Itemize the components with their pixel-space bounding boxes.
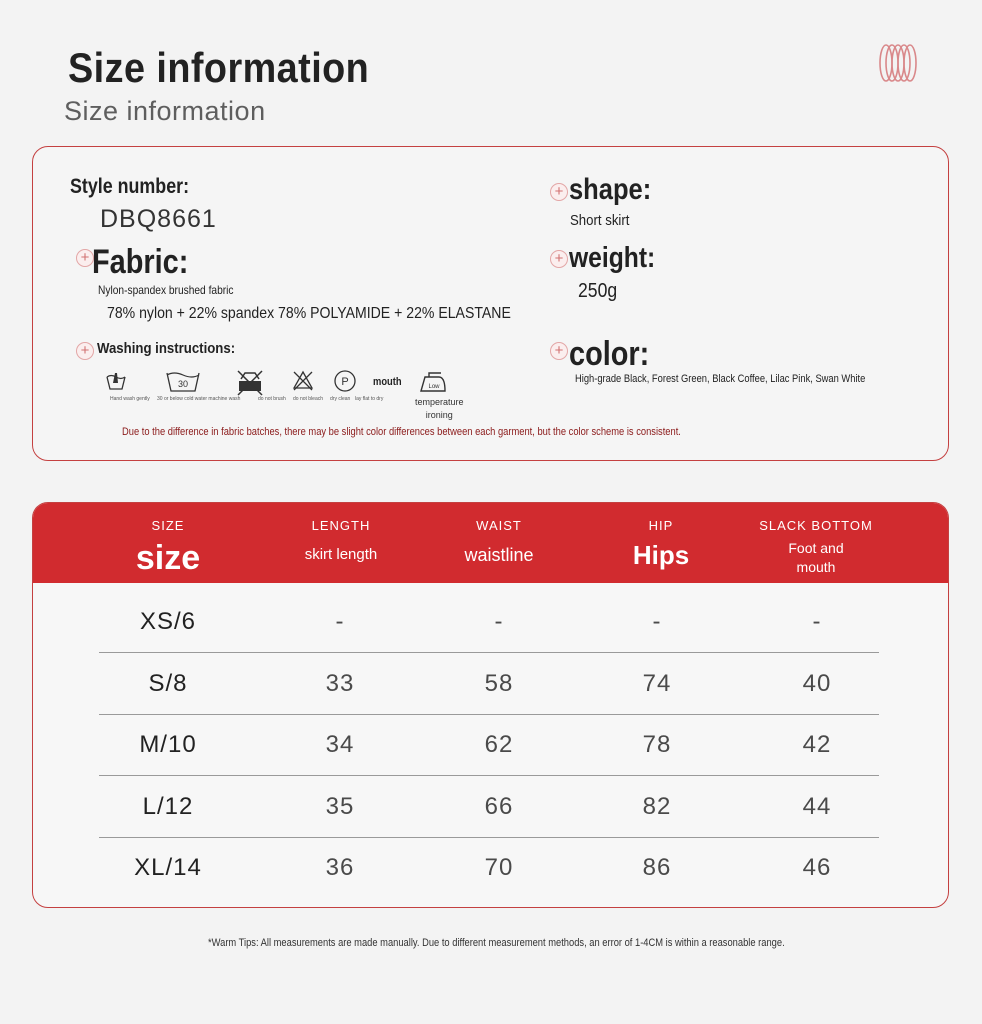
fabric-label: Fabric: <box>92 243 189 281</box>
size-table-header <box>33 503 948 583</box>
measurement-cell: - <box>494 608 504 635</box>
measurement-cell: 34 <box>325 731 355 758</box>
measurement-cell: 40 <box>802 670 832 697</box>
table-row <box>99 714 879 776</box>
measurement-cell: 82 <box>642 793 672 820</box>
weight-value: 250g <box>578 280 618 302</box>
header-cn: skirt length <box>304 546 378 563</box>
low-temperature-ironing-icon <box>419 369 447 395</box>
do-not-brush-icon <box>235 369 265 397</box>
measurement-cell: 66 <box>484 793 514 820</box>
table-row <box>99 591 879 653</box>
fabric-description: Nylon-spandex brushed fabric <box>98 283 234 297</box>
care-temperature-text <box>415 396 464 422</box>
size-cell: S/8 <box>148 670 188 697</box>
size-cell: M/10 <box>139 731 197 758</box>
measurement-cell: 44 <box>802 793 832 820</box>
measurement-cell: 74 <box>642 670 672 697</box>
color-disclaimer: Due to the difference in fabric batches, there may be slight color differences between each garment, but the color scheme is consistent. <box>122 426 681 438</box>
measurement-cell: 78 <box>642 731 672 758</box>
measurement-cell: 33 <box>325 670 355 697</box>
header-en: SIZE <box>151 518 185 533</box>
product-info-card <box>32 146 949 461</box>
size-table <box>32 502 949 908</box>
care-caption: Hand wash gently <box>110 396 150 402</box>
care-caption: do not brush <box>258 396 286 402</box>
size-cell: XS/6 <box>139 608 197 635</box>
warm-tips: *Warm Tips: All measurements are made manually. Due to different measurement methods, an error of 1-4CM is within a reasonable range. <box>208 937 785 949</box>
care-caption: do not bleach <box>293 396 324 402</box>
plus-icon: + <box>76 342 94 360</box>
measurement-cell: - <box>335 608 345 635</box>
measurement-cell: - <box>652 608 662 635</box>
temp-line-1: temperature <box>415 397 464 407</box>
measurement-cell: 62 <box>484 731 514 758</box>
care-caption: 30 or below cold water machine wash <box>157 396 241 402</box>
shape-label: shape: <box>569 173 652 206</box>
plus-icon: + <box>76 249 94 267</box>
page-subtitle: Size information <box>64 96 266 126</box>
size-cell: L/12 <box>142 793 194 820</box>
care-caption: dry clean <box>330 396 351 402</box>
table-row <box>99 837 879 899</box>
wash-30-icon <box>165 369 201 395</box>
measurement-cell: 86 <box>642 854 672 881</box>
plus-icon: + <box>550 183 568 201</box>
header-cn: Foot and mouth <box>788 540 844 575</box>
measurement-cell: 58 <box>484 670 514 697</box>
style-number-value: DBQ8661 <box>100 205 217 233</box>
size-cell: XL/14 <box>134 854 202 881</box>
plus-icon: + <box>550 250 568 268</box>
measurement-cell: 36 <box>325 854 355 881</box>
measurement-cell: 35 <box>325 793 355 820</box>
care-symbols <box>105 369 465 419</box>
header-cn: size <box>135 539 201 577</box>
header-cn: waistline <box>464 545 534 565</box>
coil-ring-logo-icon <box>878 42 920 84</box>
table-row <box>99 776 879 838</box>
header-en: WAIST <box>476 518 522 533</box>
style-number-label: Style number: <box>70 175 190 198</box>
table-row <box>99 653 879 715</box>
header-en: SLACK BOTTOM <box>759 518 873 533</box>
color-label: color: <box>569 335 650 373</box>
fabric-composition: 78% nylon + 22% spandex 78% POLYAMIDE + 22% ELASTANE <box>107 305 511 322</box>
temp-line-2: ironing <box>425 410 453 420</box>
do-not-bleach-icon <box>292 369 314 391</box>
dry-clean-icon <box>333 369 357 393</box>
care-mouth-text: mouth <box>373 376 402 388</box>
hand-wash-icon <box>105 369 127 393</box>
measurement-cell: - <box>812 608 822 635</box>
header-en: HIP <box>648 518 674 533</box>
weight-label: weight: <box>569 242 656 274</box>
measurement-cell: 46 <box>802 854 832 881</box>
page-title: Size information <box>68 44 370 91</box>
svg-text:Low: Low <box>428 384 440 390</box>
header-cn: Hips <box>632 540 690 570</box>
measurement-cell: 70 <box>484 854 514 881</box>
measurement-cell: 42 <box>802 731 832 758</box>
washing-instructions-label: Washing instructions: <box>97 340 236 357</box>
color-value: High-grade Black, Forest Green, Black Coffee, Lilac Pink, Swan White <box>575 373 866 385</box>
header-en: LENGTH <box>311 518 371 533</box>
care-caption: lay flat to dry <box>355 396 384 402</box>
svg-text:30: 30 <box>177 379 189 389</box>
svg-text:P: P <box>341 376 349 388</box>
plus-icon: + <box>550 342 568 360</box>
shape-value: Short skirt <box>570 212 630 229</box>
